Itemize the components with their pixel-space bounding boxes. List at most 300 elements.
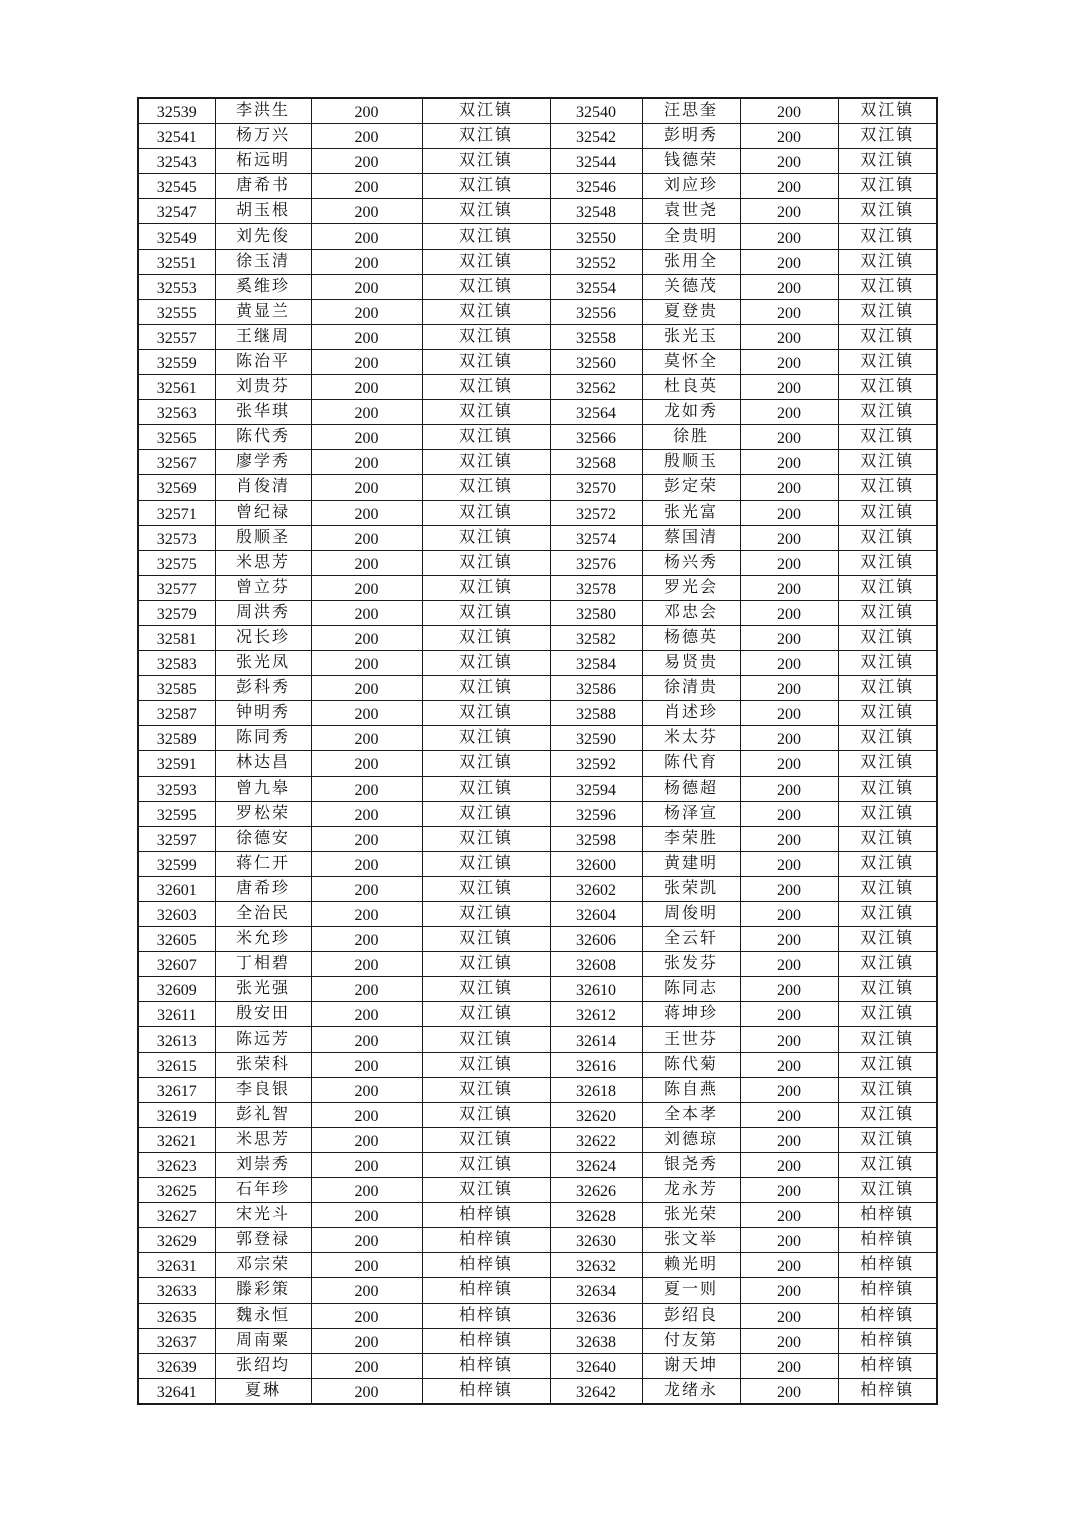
recipient-name-left: 陈治平 [235,352,290,370]
record-id-left: 32559 [156,354,197,372]
record-id-right: 32552 [576,254,616,272]
cell-record-id-right [550,500,642,525]
cell-amount-left [311,149,422,174]
town-right: 双江镇 [860,528,915,546]
cell-amount-left [311,1203,422,1228]
cell-amount-right [740,651,838,676]
record-id-left: 32627 [156,1208,197,1226]
record-id-right: 32634 [576,1283,616,1301]
cell-recipient-name-left [215,1052,311,1077]
amount-left: 200 [354,229,379,247]
cell-amount-right [740,1378,838,1404]
recipient-name-right: 全云轩 [663,930,718,948]
amount-left: 200 [354,505,379,523]
cell-town-left [422,952,550,977]
cell-record-id-left [138,1303,215,1328]
town-left: 双江镇 [458,1080,513,1098]
recipient-name-right: 夏登贵 [663,302,718,320]
table-row [138,625,937,650]
cell-recipient-name-left [215,676,311,701]
recipient-name-left: 张华琪 [235,403,290,421]
cell-amount-left [311,1253,422,1278]
cell-recipient-name-right [642,400,740,425]
cell-amount-left [311,550,422,575]
cell-town-right [838,600,937,625]
town-right: 双江镇 [860,930,915,948]
town-right: 双江镇 [860,603,915,621]
cell-amount-left [311,876,422,901]
recipient-name-left: 张光凤 [235,654,290,672]
town-left: 双江镇 [458,1105,513,1123]
amount-right: 200 [777,405,801,423]
cell-record-id-right [550,124,642,149]
record-id-left: 32635 [156,1308,197,1326]
cell-amount-left [311,977,422,1002]
recipient-name-right: 肖述珍 [663,704,718,722]
amount-right: 200 [777,1107,801,1125]
cell-amount-left [311,324,422,349]
town-left: 双江镇 [458,403,513,421]
amount-right: 200 [777,806,801,824]
amount-left: 200 [354,455,379,473]
record-id-left: 32551 [156,254,197,272]
cell-record-id-right [550,98,642,124]
cell-record-id-right [550,450,642,475]
record-id-right: 32562 [576,380,616,398]
town-left: 双江镇 [458,679,513,697]
cell-town-right [838,1027,937,1052]
recipient-name-left: 蒋仁开 [235,854,290,872]
town-left: 双江镇 [458,327,513,345]
cell-amount-left [311,751,422,776]
record-id-right: 32640 [576,1358,616,1376]
amount-right: 200 [777,1057,801,1075]
record-id-left: 32579 [156,605,197,623]
recipient-name-right: 殷顺玉 [663,453,718,471]
amount-right: 200 [777,304,801,322]
cell-amount-right [740,801,838,826]
recipient-name-right: 付友第 [663,1331,718,1349]
cell-amount-left [311,525,422,550]
record-id-left: 32587 [156,706,197,724]
cell-amount-right [740,1052,838,1077]
record-id-right: 32636 [576,1308,616,1326]
town-left: 双江镇 [458,1055,513,1073]
cell-amount-left [311,1077,422,1102]
cell-amount-left [311,375,422,400]
cell-recipient-name-left [215,98,311,124]
cell-amount-left [311,1002,422,1027]
cell-amount-right [740,1278,838,1303]
record-id-right: 32624 [576,1157,616,1175]
amount-left: 200 [354,104,379,122]
cell-amount-left [311,1178,422,1203]
cell-town-right [838,224,937,249]
record-id-right: 32570 [576,480,616,498]
recipient-name-left: 刘崇秀 [235,1155,290,1173]
cell-record-id-right [550,600,642,625]
amount-left: 200 [354,555,379,573]
recipient-name-right: 关德茂 [663,277,718,295]
cell-record-id-right [550,425,642,450]
table-row [138,1102,937,1127]
amount-right: 200 [777,831,801,849]
town-right: 双江镇 [860,127,915,145]
cell-recipient-name-left [215,1178,311,1203]
cell-record-id-right [550,224,642,249]
recipient-name-right: 陈代育 [663,754,718,772]
amount-left: 200 [354,781,379,799]
cell-recipient-name-right [642,1127,740,1152]
record-id-right: 32554 [576,279,616,297]
cell-record-id-left [138,902,215,927]
cell-amount-right [740,751,838,776]
town-left: 双江镇 [458,729,513,747]
town-right: 双江镇 [860,478,915,496]
amount-right: 200 [777,1333,801,1351]
cell-recipient-name-right [642,274,740,299]
cell-town-right [838,1002,937,1027]
cell-town-left [422,1228,550,1253]
cell-recipient-name-left [215,575,311,600]
cell-recipient-name-right [642,1052,740,1077]
town-right: 双江镇 [860,578,915,596]
cell-amount-right [740,1228,838,1253]
record-id-left: 32605 [156,932,197,950]
cell-town-right [838,400,937,425]
cell-amount-right [740,1127,838,1152]
amount-left: 200 [354,279,379,297]
cell-town-right [838,174,937,199]
record-id-left: 32621 [156,1132,197,1150]
recipient-name-left: 宋光斗 [235,1206,290,1224]
amount-right: 200 [777,1358,801,1376]
record-id-left: 32617 [156,1082,197,1100]
cell-town-right [838,751,937,776]
town-right: 双江镇 [860,352,915,370]
recipient-name-right: 银尧秀 [663,1155,718,1173]
cell-recipient-name-left [215,751,311,776]
amount-left: 200 [354,932,379,950]
cell-town-left [422,1178,550,1203]
town-left: 双江镇 [458,980,513,998]
cell-recipient-name-left [215,249,311,274]
cell-record-id-left [138,625,215,650]
amount-right: 200 [777,480,801,498]
cell-amount-left [311,1303,422,1328]
table-row [138,600,937,625]
cell-recipient-name-left [215,1228,311,1253]
record-id-left: 32583 [156,656,197,674]
recipient-name-left: 米思芳 [235,553,290,571]
cell-town-left [422,199,550,224]
cell-amount-left [311,124,422,149]
amount-right: 200 [777,430,801,448]
cell-record-id-right [550,826,642,851]
town-right: 双江镇 [860,704,915,722]
amount-right: 200 [777,1032,801,1050]
town-left: 双江镇 [458,553,513,571]
record-id-left: 32599 [156,856,197,874]
town-left: 双江镇 [458,879,513,897]
amount-right: 200 [777,1082,801,1100]
recipient-name-right: 彭绍良 [663,1306,718,1324]
record-id-right: 32628 [576,1208,616,1226]
amount-right: 200 [777,706,801,724]
record-id-left: 32611 [157,1007,197,1025]
cell-record-id-left [138,851,215,876]
recipient-name-right: 赖光明 [663,1256,718,1274]
recipient-name-left: 殷顺圣 [235,528,290,546]
recipient-name-left: 殷安田 [235,1005,290,1023]
amount-left: 200 [354,1132,379,1150]
table-row [138,1328,937,1353]
recipient-name-right: 袁世尧 [663,202,718,220]
cell-amount-right [740,1027,838,1052]
cell-recipient-name-left [215,450,311,475]
cell-amount-left [311,1102,422,1127]
cell-amount-right [740,224,838,249]
cell-record-id-left [138,575,215,600]
table-row [138,751,937,776]
cell-town-left [422,676,550,701]
cell-record-id-right [550,324,642,349]
town-right: 双江镇 [860,1005,915,1023]
amount-right: 200 [777,631,801,649]
cell-town-left [422,575,550,600]
table-row [138,1378,937,1404]
recipient-name-right: 杨泽宣 [663,804,718,822]
cell-recipient-name-right [642,375,740,400]
record-id-right: 32610 [576,982,616,1000]
record-id-right: 32590 [576,731,616,749]
cell-recipient-name-right [642,324,740,349]
recipient-name-left: 刘贵芬 [235,378,290,396]
cell-amount-left [311,400,422,425]
record-id-right: 32608 [576,957,616,975]
cell-recipient-name-left [215,952,311,977]
record-id-right: 32542 [576,129,616,147]
town-left: 双江镇 [458,955,513,973]
cell-recipient-name-left [215,600,311,625]
amount-right: 200 [777,1258,801,1276]
town-right: 双江镇 [860,1155,915,1173]
cell-amount-right [740,1253,838,1278]
cell-recipient-name-right [642,977,740,1002]
cell-town-right [838,425,937,450]
cell-recipient-name-right [642,224,740,249]
recipient-name-left: 张荣科 [235,1055,290,1073]
town-right: 双江镇 [860,955,915,973]
amount-right: 200 [777,104,801,122]
cell-record-id-left [138,98,215,124]
town-right: 双江镇 [860,754,915,772]
cell-recipient-name-right [642,425,740,450]
recipient-name-right: 陈同志 [663,980,718,998]
cell-record-id-left [138,299,215,324]
cell-recipient-name-right [642,1203,740,1228]
amount-left: 200 [354,329,379,347]
cell-record-id-left [138,525,215,550]
town-right: 双江镇 [860,729,915,747]
cell-amount-left [311,651,422,676]
recipient-name-left: 廖学秀 [235,453,290,471]
amount-right: 200 [777,530,801,548]
cell-amount-right [740,349,838,374]
cell-record-id-right [550,1002,642,1027]
cell-recipient-name-left [215,400,311,425]
cell-record-id-right [550,400,642,425]
cell-recipient-name-right [642,726,740,751]
cell-recipient-name-right [642,876,740,901]
cell-town-right [838,1303,937,1328]
cell-recipient-name-right [642,776,740,801]
cell-amount-right [740,776,838,801]
cell-town-left [422,977,550,1002]
cell-record-id-right [550,902,642,927]
cell-town-left [422,550,550,575]
cell-recipient-name-right [642,525,740,550]
town-right: 双江镇 [860,905,915,923]
amount-left: 200 [354,1358,379,1376]
cell-recipient-name-left [215,274,311,299]
cell-amount-right [740,625,838,650]
amount-left: 200 [354,1208,379,1226]
cell-amount-right [740,1303,838,1328]
recipient-name-right: 张文举 [663,1231,718,1249]
cell-record-id-left [138,776,215,801]
record-id-left: 32575 [156,555,197,573]
record-id-right: 32592 [576,756,616,774]
cell-recipient-name-right [642,1328,740,1353]
recipient-name-left: 唐希珍 [235,879,290,897]
table-row [138,98,937,124]
cell-recipient-name-left [215,826,311,851]
table-row [138,224,937,249]
amount-left: 200 [354,430,379,448]
cell-town-left [422,224,550,249]
cell-recipient-name-left [215,1328,311,1353]
cell-town-left [422,600,550,625]
town-right: 双江镇 [860,177,915,195]
cell-town-left [422,174,550,199]
cell-town-left [422,876,550,901]
town-right: 柏梓镇 [860,1231,915,1249]
record-id-left: 32615 [156,1057,197,1075]
cell-amount-right [740,977,838,1002]
amount-right: 200 [777,505,801,523]
table-row [138,299,937,324]
town-left: 双江镇 [458,578,513,596]
record-id-right: 32574 [576,530,616,548]
table-row [138,726,937,751]
cell-town-left [422,249,550,274]
record-id-left: 32601 [156,881,197,899]
recipient-name-left: 陈代秀 [235,428,290,446]
record-id-right: 32582 [576,631,616,649]
cell-recipient-name-right [642,550,740,575]
cell-recipient-name-left [215,902,311,927]
cell-amount-left [311,1353,422,1378]
cell-town-left [422,1353,550,1378]
cell-town-right [838,1052,937,1077]
town-left: 双江镇 [458,177,513,195]
recipient-name-right: 龙如秀 [663,403,718,421]
cell-recipient-name-right [642,701,740,726]
cell-amount-right [740,902,838,927]
cell-amount-left [311,98,422,124]
cell-town-left [422,902,550,927]
cell-amount-left [311,174,422,199]
cell-amount-left [311,1278,422,1303]
recipient-name-left: 米思芳 [235,1130,290,1148]
cell-recipient-name-right [642,1002,740,1027]
cell-record-id-right [550,701,642,726]
amount-right: 200 [777,731,801,749]
cell-recipient-name-left [215,199,311,224]
recipient-name-right: 黄建明 [663,854,718,872]
cell-amount-right [740,575,838,600]
cell-amount-right [740,600,838,625]
amount-left: 200 [354,1057,379,1075]
town-right: 双江镇 [860,428,915,446]
cell-town-right [838,651,937,676]
amount-right: 200 [777,154,801,172]
table-row [138,1052,937,1077]
cell-amount-right [740,1203,838,1228]
cell-recipient-name-left [215,174,311,199]
cell-record-id-left [138,1328,215,1353]
recipient-name-right: 张光玉 [663,327,718,345]
cell-recipient-name-left [215,977,311,1002]
cell-record-id-left [138,977,215,1002]
cell-amount-right [740,826,838,851]
record-id-right: 32546 [576,179,616,197]
town-right: 双江镇 [860,654,915,672]
cell-town-right [838,902,937,927]
cell-amount-right [740,876,838,901]
cell-record-id-left [138,676,215,701]
table-row [138,876,937,901]
cell-town-right [838,1228,937,1253]
town-right: 双江镇 [860,1130,915,1148]
record-id-right: 32566 [576,430,616,448]
cell-amount-left [311,801,422,826]
cell-amount-left [311,475,422,500]
recipient-name-right: 张用全 [663,252,718,270]
cell-recipient-name-right [642,1077,740,1102]
recipient-name-left: 丁相碧 [235,955,290,973]
town-right: 双江镇 [860,629,915,647]
recipient-name-left: 周洪秀 [235,603,290,621]
amount-right: 200 [777,881,801,899]
cell-recipient-name-right [642,450,740,475]
cell-record-id-right [550,174,642,199]
town-left: 柏梓镇 [458,1381,513,1399]
cell-town-right [838,927,937,952]
cell-record-id-right [550,1052,642,1077]
amount-right: 200 [777,380,801,398]
cell-recipient-name-right [642,249,740,274]
cell-town-left [422,726,550,751]
amount-left: 200 [354,982,379,1000]
cell-amount-right [740,525,838,550]
cell-record-id-right [550,1253,642,1278]
table-row [138,174,937,199]
town-left: 双江镇 [458,102,513,120]
cell-amount-right [740,299,838,324]
cell-record-id-right [550,1203,642,1228]
